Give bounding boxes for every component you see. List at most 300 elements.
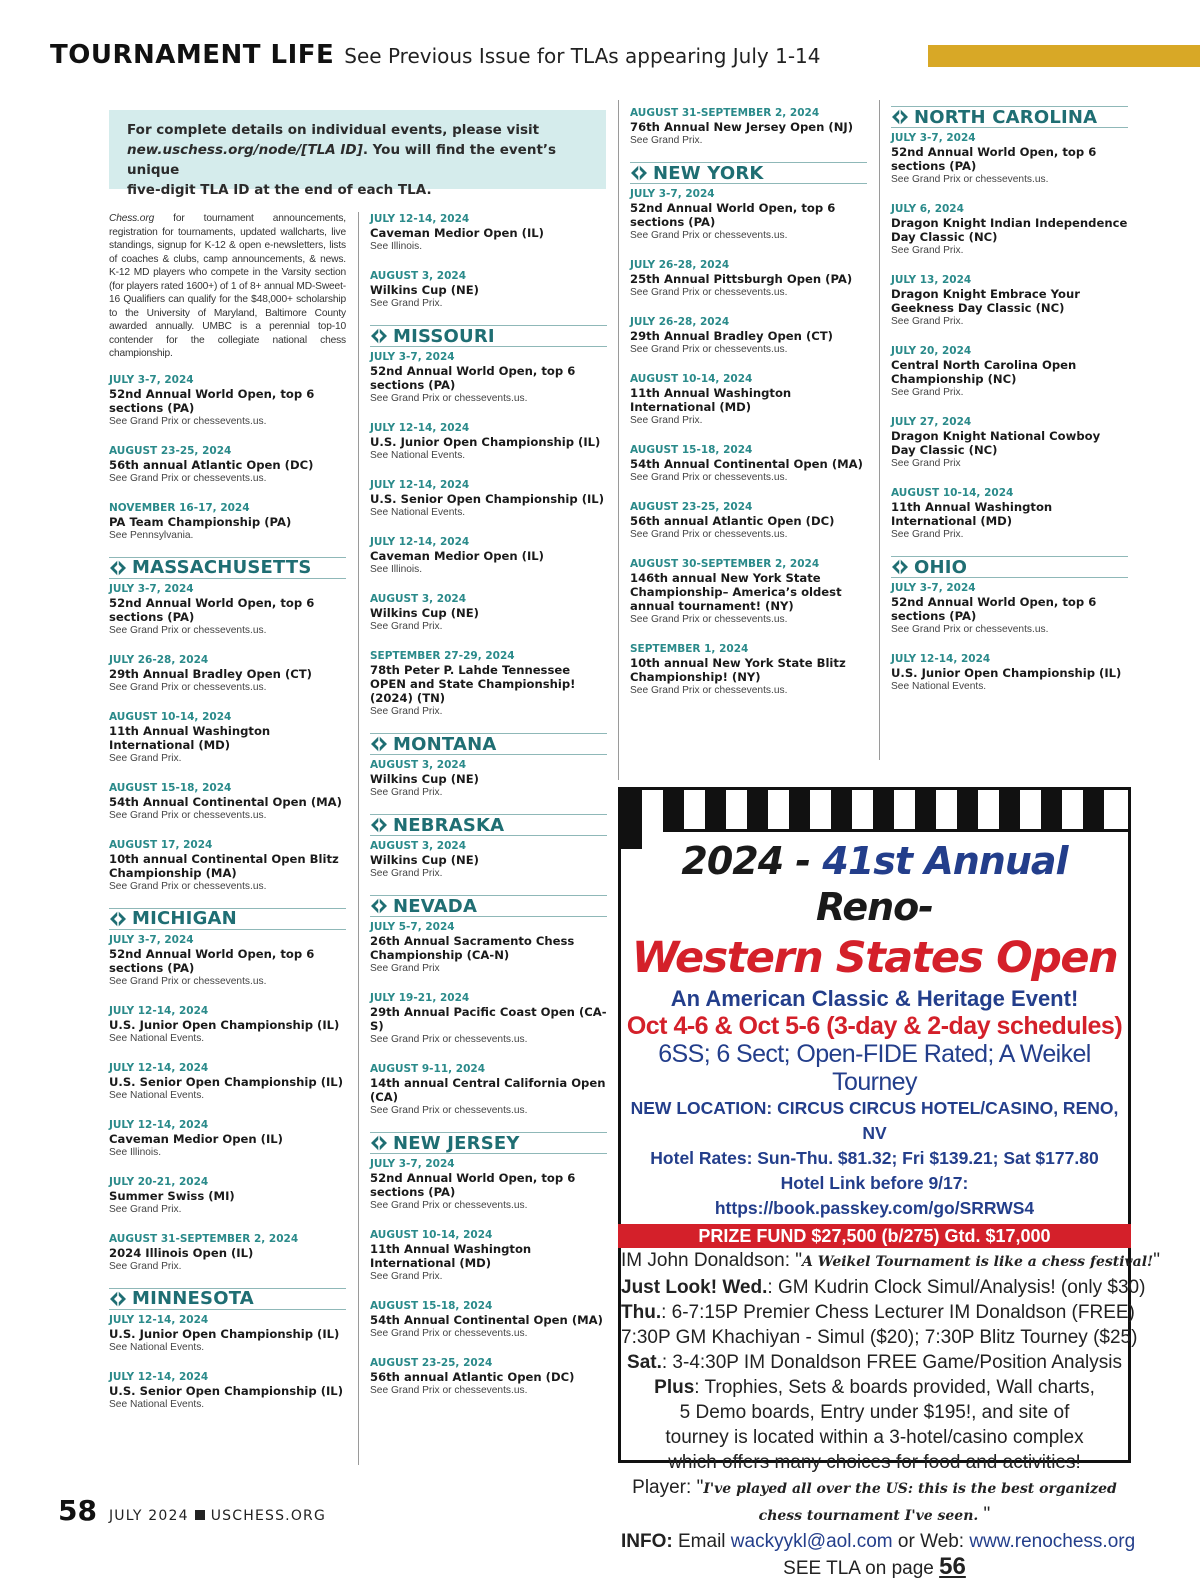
event-title: 54th Annual Continental Open (MA) xyxy=(109,794,342,809)
event-listing xyxy=(109,710,346,766)
checker-square xyxy=(1020,790,1041,810)
event-listing xyxy=(109,1232,346,1274)
ad-prize-fund: PRIZE FUND $27,500 (b/275) Gtd. $17,000 xyxy=(618,1224,1131,1248)
event-reference: See Grand Prix or chessevents.us. xyxy=(109,809,267,821)
checker-square xyxy=(705,790,726,810)
checker-square xyxy=(663,810,684,830)
event-reference: See National Events. xyxy=(109,1032,205,1044)
state-heading xyxy=(109,557,346,579)
state-diamond-icon xyxy=(370,327,388,345)
column-divider xyxy=(618,100,619,780)
event-listing xyxy=(891,131,1128,187)
event-listing xyxy=(630,500,867,542)
info-line3: five-digit TLA ID at the end of each TLA. xyxy=(127,182,432,198)
state-name: OHIO xyxy=(914,556,968,578)
event-date: AUGUST 31-SEPTEMBER 2, 2024 xyxy=(109,1232,299,1245)
state-diamond-icon xyxy=(370,816,388,834)
event-listing xyxy=(109,1370,346,1412)
event-listing xyxy=(370,269,607,311)
event-reference: See Grand Prix. xyxy=(109,1260,182,1272)
email-label: Email xyxy=(672,1531,731,1552)
checker-square xyxy=(642,790,663,810)
event-listing xyxy=(370,478,607,520)
event-reference: See Grand Prix or chessevents.us. xyxy=(630,472,788,483)
event-listing xyxy=(109,781,346,823)
event-title: 146th annual New York State Championship– America’s oldest annual tournament! (NY) xyxy=(630,571,842,613)
event-reference: See Grand Prix or chessevents.us. xyxy=(370,393,528,404)
event-reference: See Grand Prix. xyxy=(370,706,443,717)
event-title: Dragon Knight National Cowboy Day Classic (NC) xyxy=(891,429,1101,457)
event-date: AUGUST 30-SEPTEMBER 2, 2024 xyxy=(630,558,820,570)
event-title: Wilkins Cup (NE) xyxy=(370,606,479,620)
state-name: NEVADA xyxy=(393,895,478,917)
event-date: AUGUST 15-18, 2024 xyxy=(109,781,232,794)
event-listing xyxy=(370,1157,607,1213)
event-listing xyxy=(891,415,1128,471)
event-date: JULY 3-7, 2024 xyxy=(370,351,455,363)
event-reference: See National Events. xyxy=(370,450,466,461)
event-listing xyxy=(109,1061,346,1103)
event-title: Central North Carolina Open Championship (NC) xyxy=(891,358,1077,386)
event-reference: See Grand Prix or chessevents.us. xyxy=(891,624,1049,635)
event-reference: See Grand Prix xyxy=(891,458,961,469)
state-heading xyxy=(109,1288,346,1310)
column-4 xyxy=(891,106,1128,694)
event-date: JULY 12-14, 2024 xyxy=(109,1313,209,1326)
event-date: JULY 26-28, 2024 xyxy=(109,653,209,666)
email-link[interactable]: wackyykl@aol.com xyxy=(730,1531,893,1552)
intro-site[interactable]: Chess.org xyxy=(109,213,155,224)
event-title: 11th Annual Washington International (MD) xyxy=(370,1242,532,1270)
col1-pre-events xyxy=(109,373,346,543)
ad-year: 2024 - xyxy=(681,839,823,883)
event-reference: See Grand Prix. xyxy=(370,787,443,798)
event-listing xyxy=(891,202,1128,258)
event-listing xyxy=(370,649,607,719)
sat-text: : 3-4:30P IM Donaldson FREE Game/Position Analysis xyxy=(661,1352,1122,1373)
event-reference: See Grand Prix or chessevents.us. xyxy=(630,529,788,540)
ad-saturday xyxy=(621,1350,1128,1375)
event-reference: See Grand Prix or chessevents.us. xyxy=(109,880,267,892)
wed-label: Just Look! Wed. xyxy=(621,1277,768,1298)
event-reference: See Grand Prix or chessevents.us. xyxy=(630,685,788,696)
event-date: JULY 13, 2024 xyxy=(891,274,972,286)
event-reference: See Grand Prix or chessevents.us. xyxy=(630,344,788,355)
checker-square xyxy=(1062,810,1083,830)
event-date: AUGUST 31-SEPTEMBER 2, 2024 xyxy=(630,107,820,119)
event-date: AUGUST 10-14, 2024 xyxy=(109,710,232,723)
event-date: JULY 3-7, 2024 xyxy=(630,188,715,200)
see-tla-page[interactable]: 56 xyxy=(939,1553,966,1580)
event-date: AUGUST 3, 2024 xyxy=(370,759,467,771)
state-heading xyxy=(630,162,867,184)
event-reference: See Grand Prix. xyxy=(891,316,964,327)
event-listing xyxy=(370,421,607,463)
footer-square xyxy=(195,1510,205,1520)
checker-square xyxy=(768,790,789,810)
event-listing xyxy=(370,592,607,634)
event-title: 26th Annual Sacramento Chess Championship (CA-N) xyxy=(370,934,575,962)
event-date: SEPTEMBER 1, 2024 xyxy=(630,643,749,655)
footer-issue: JULY 2024 xyxy=(108,1508,189,1524)
event-title: U.S. Senior Open Championship (IL) xyxy=(109,1074,343,1089)
checker-square xyxy=(999,810,1020,830)
event-listing xyxy=(891,344,1128,400)
ad-info xyxy=(621,1529,1136,1554)
ad-headline xyxy=(621,838,1128,930)
state-heading xyxy=(370,325,607,347)
event-listing xyxy=(109,933,346,989)
event-listing xyxy=(370,991,607,1047)
event-title: U.S. Junior Open Championship (IL) xyxy=(891,666,1122,680)
event-listing xyxy=(370,1062,607,1118)
event-title: Wilkins Cup (NE) xyxy=(370,772,479,786)
page-header xyxy=(50,40,820,76)
event-date: NOVEMBER 16-17, 2024 xyxy=(109,501,250,514)
checker-square xyxy=(1104,790,1125,810)
event-date: JULY 12-14, 2024 xyxy=(109,1370,209,1383)
event-date: JULY 5-7, 2024 xyxy=(370,921,455,933)
intro-text xyxy=(109,212,346,361)
event-reference: See Grand Prix. xyxy=(630,135,703,146)
checker-square xyxy=(894,810,915,830)
event-reference: See Grand Prix or chessevents.us. xyxy=(109,472,267,484)
info-link[interactable]: new.uschess.org/node/[TLA ID] xyxy=(127,142,363,158)
event-reference: See Grand Prix. xyxy=(630,415,703,426)
col3-pre-events xyxy=(630,106,867,148)
event-date: JULY 3-7, 2024 xyxy=(109,373,194,386)
checker-square xyxy=(684,810,705,830)
state-name: NEW JERSEY xyxy=(393,1132,520,1154)
event-listing xyxy=(370,535,607,577)
event-listing xyxy=(370,920,607,976)
event-date: AUGUST 9-11, 2024 xyxy=(370,1063,485,1075)
event-reference: See Grand Prix or chessevents.us. xyxy=(109,681,267,693)
event-title: PA Team Championship (PA) xyxy=(109,514,292,529)
checker-square xyxy=(1083,790,1104,810)
ad-thursday-2: 7:30P GM Khachiyan - Simul ($20); 7:30P Blitz Tourney ($25) xyxy=(621,1327,1138,1348)
col3-states xyxy=(630,162,867,698)
event-date: JULY 3-7, 2024 xyxy=(891,582,976,594)
checker-square xyxy=(957,810,978,830)
event-reference: See Grand Prix. xyxy=(891,529,964,540)
event-listing xyxy=(109,444,346,486)
event-date: AUGUST 10-14, 2024 xyxy=(891,487,1014,499)
event-reference: See Grand Prix or chessevents.us. xyxy=(109,975,267,987)
col2-states xyxy=(370,325,607,1398)
state-name: MONTANA xyxy=(393,733,497,755)
checker-square xyxy=(642,829,663,849)
column-divider xyxy=(358,212,359,1465)
event-listing xyxy=(109,501,346,543)
checker-square xyxy=(852,790,873,810)
checker-square xyxy=(936,810,957,830)
event-reference: See National Events. xyxy=(109,1341,205,1353)
event-title: 54th Annual Continental Open (MA) xyxy=(370,1313,603,1327)
thu-text: : 6-7:15P Premier Chess Lecturer IM Donaldson (FREE) xyxy=(661,1302,1135,1323)
event-title: 52nd Annual World Open, top 6 sections (PA) xyxy=(370,364,576,392)
checker-square xyxy=(873,790,894,810)
event-reference: See Grand Prix or chessevents.us. xyxy=(630,614,788,625)
state-heading xyxy=(891,106,1128,128)
checker-square xyxy=(873,810,894,830)
event-date: JULY 12-14, 2024 xyxy=(370,479,470,491)
checker-square xyxy=(1083,810,1104,830)
event-title: 56th annual Atlantic Open (DC) xyxy=(370,1370,575,1384)
event-reference: See Grand Prix. xyxy=(891,245,964,256)
ad-body xyxy=(621,838,1160,1581)
event-title: 11th Annual Washington International (MD) xyxy=(630,386,792,414)
checker-square xyxy=(726,790,747,810)
ad-plus-2: 5 Demo boards, Entry under $195!, and site of xyxy=(679,1402,1070,1423)
event-title: 52nd Annual World Open, top 6 sections (PA) xyxy=(109,595,315,624)
state-diamond-icon xyxy=(370,735,388,753)
event-reference: See National Events. xyxy=(109,1089,205,1101)
event-title: Dragon Knight Embrace Your Geekness Day Classic (NC) xyxy=(891,287,1080,315)
col1-states xyxy=(109,557,346,1412)
event-title: Caveman Medior Open (IL) xyxy=(109,1131,283,1146)
info-label: INFO: xyxy=(621,1531,673,1552)
checker-square xyxy=(621,829,642,849)
checker-square xyxy=(852,810,873,830)
ad-tagline: An American Classic & Heritage Event! xyxy=(670,986,1079,1011)
info-line2: . You will find the event’s unique xyxy=(127,142,557,178)
event-title: U.S. Junior Open Championship (IL) xyxy=(109,1017,340,1032)
checker-square xyxy=(1041,810,1062,830)
event-date: AUGUST 17, 2024 xyxy=(109,838,213,851)
state-name: MISSOURI xyxy=(393,325,495,347)
quote-author: IM John Donaldson: " xyxy=(621,1250,803,1271)
checker-square xyxy=(1104,810,1125,830)
ad-hotel-rates: Hotel Rates: Sun-Thu. $81.32; Fri $139.21; Sat $177.80 xyxy=(650,1148,1099,1168)
checker-square xyxy=(621,810,642,830)
event-title: Wilkins Cup (NE) xyxy=(370,283,479,297)
state-name: MINNESOTA xyxy=(132,1288,254,1309)
event-date: JULY 12-14, 2024 xyxy=(109,1004,209,1017)
event-date: JULY 27, 2024 xyxy=(891,416,972,428)
checker-square xyxy=(957,790,978,810)
state-name: MICHIGAN xyxy=(132,908,237,929)
event-title: 29th Annual Bradley Open (CT) xyxy=(109,666,312,681)
event-date: AUGUST 3, 2024 xyxy=(370,270,467,282)
checker-square xyxy=(621,790,642,810)
state-diamond-icon xyxy=(109,559,127,577)
state-name: NEW YORK xyxy=(653,162,764,184)
ad-thursday xyxy=(621,1300,1135,1325)
event-date: JULY 12-14, 2024 xyxy=(109,1118,209,1131)
event-date: JULY 12-14, 2024 xyxy=(370,213,470,225)
event-reference: See Grand Prix. xyxy=(109,752,182,764)
state-heading xyxy=(370,733,607,755)
ad-dates: Oct 4-6 & Oct 5-6 (3-day & 2-day schedules) xyxy=(626,1012,1123,1040)
event-date: JULY 20, 2024 xyxy=(891,345,972,357)
ad-reno: Reno- xyxy=(815,885,934,929)
event-reference: See Grand Prix or chessevents.us. xyxy=(109,624,267,636)
event-date: AUGUST 3, 2024 xyxy=(370,593,467,605)
ad-plus-4: which offers many choices for food and activities! xyxy=(668,1452,1081,1473)
event-listing xyxy=(891,581,1128,637)
event-date: JULY 26-28, 2024 xyxy=(630,259,730,271)
event-listing xyxy=(891,652,1128,694)
state-heading xyxy=(370,1132,607,1154)
event-listing xyxy=(630,187,867,243)
checker-square xyxy=(726,810,747,830)
event-listing xyxy=(891,273,1128,329)
event-reference: See Grand Prix or chessevents.us. xyxy=(370,1105,528,1116)
player-quote-1: I've played all over the US: this is the best organized xyxy=(703,1481,1117,1497)
state-heading xyxy=(370,895,607,917)
checker-square xyxy=(684,790,705,810)
event-reference: See Grand Prix or chessevents.us. xyxy=(891,174,1049,185)
quote-close: " xyxy=(1153,1250,1160,1271)
event-date: JULY 12-14, 2024 xyxy=(891,653,991,665)
event-reference: See Grand Prix. xyxy=(370,621,443,632)
event-date: AUGUST 15-18, 2024 xyxy=(630,444,753,456)
state-name: NORTH CAROLINA xyxy=(914,106,1098,128)
event-title: 76th Annual New Jersey Open (NJ) xyxy=(630,120,854,134)
wed-text: : GM Kudrin Clock Simul/Analysis! (only $30) xyxy=(767,1277,1146,1298)
event-title: Summer Swiss (MI) xyxy=(109,1188,235,1203)
ad-player-quote-2 xyxy=(621,1502,1128,1529)
event-title: 52nd Annual World Open, top 6 sections (PA) xyxy=(109,386,315,415)
page-number: 58 xyxy=(58,1494,97,1527)
event-listing xyxy=(630,258,867,300)
thu-label: Thu. xyxy=(621,1302,662,1323)
info-box xyxy=(109,110,606,198)
event-title: 10th annual New York State Blitz Championship! (NY) xyxy=(630,656,846,684)
event-listing xyxy=(109,582,346,638)
ad-wednesday xyxy=(621,1275,1146,1300)
checker-square xyxy=(810,790,831,810)
state-diamond-icon xyxy=(630,164,648,182)
event-title: 11th Annual Washington International (MD) xyxy=(109,723,271,752)
event-listing xyxy=(370,839,607,881)
event-title: 29th Annual Pacific Coast Open (CA-S) xyxy=(370,1005,607,1033)
event-date: JULY 12-14, 2024 xyxy=(370,536,470,548)
event-title: 52nd Annual World Open, top 6 sections (PA) xyxy=(891,595,1097,623)
col2-pre-events xyxy=(370,212,607,311)
event-date: JULY 26-28, 2024 xyxy=(630,316,730,328)
event-title: Dragon Knight Indian Independence Day Classic (NC) xyxy=(891,216,1128,244)
event-title: U.S. Junior Open Championship (IL) xyxy=(109,1326,340,1341)
event-title: U.S. Senior Open Championship (IL) xyxy=(370,492,604,506)
event-reference: See Grand Prix. xyxy=(370,868,443,879)
ad-location: NEW LOCATION: CIRCUS CIRCUS HOTEL/CASINO, RENO, NV xyxy=(630,1098,1119,1143)
event-reference: See Grand Prix or chessevents.us. xyxy=(370,1034,528,1045)
event-date: JULY 3-7, 2024 xyxy=(891,132,976,144)
event-listing xyxy=(630,557,867,627)
event-listing xyxy=(630,372,867,428)
info-line1: For complete details on individual events, please visit xyxy=(127,122,540,138)
event-listing xyxy=(109,838,346,894)
event-reference: See Pennsylvania. xyxy=(109,529,194,541)
checker-square xyxy=(663,790,684,810)
event-listing xyxy=(109,1313,346,1355)
state-diamond-icon xyxy=(891,558,909,576)
see-tla-label: SEE TLA on page xyxy=(783,1558,940,1579)
player-label: Player: " xyxy=(632,1477,704,1498)
checker-square xyxy=(999,790,1020,810)
ad-player-quote xyxy=(621,1475,1128,1502)
ad-quote-donaldson xyxy=(621,1248,1160,1275)
checker-square xyxy=(894,790,915,810)
column-divider xyxy=(879,100,880,760)
checker-square xyxy=(915,810,936,830)
event-title: 78th Peter P. Lahde Tennessee OPEN and State Championship! (2024) (TN) xyxy=(370,663,576,705)
intro-body: for tournament announcements, registration for tournaments, updated wallcharts, live standings, signup for K-12 & open e-newsletters, lists of coaches & clubs, camp announcements, & news. K-12 MD players who compete in the Varsity section (for players rated 1600+) of 1 of 8+ annual MD-Sweet-16 Qualifiers can qualify for the $48,000+ scholarship to the University of Maryland, Baltimore County awarded annually. UMBC is a perennial top-10 contender for the collegiate national chess championship. xyxy=(109,213,346,359)
checker-square xyxy=(768,810,789,830)
event-listing xyxy=(109,1004,346,1046)
ad-annual: 41st Annual xyxy=(822,839,1068,883)
checker-square xyxy=(831,790,852,810)
event-title: 11th Annual Washington International (MD) xyxy=(891,500,1053,528)
event-reference: See Grand Prix xyxy=(370,963,440,974)
state-heading xyxy=(891,556,1128,578)
section-title: TOURNAMENT LIFE xyxy=(50,40,335,70)
plus-text: : Trophies, Sets & boards provided, Wall charts, xyxy=(694,1377,1095,1398)
event-title: Wilkins Cup (NE) xyxy=(370,853,479,867)
state-diamond-icon xyxy=(370,897,388,915)
event-title: 25th Annual Pittsburgh Open (PA) xyxy=(630,272,853,286)
checker-square xyxy=(1020,810,1041,830)
checker-square xyxy=(747,790,768,810)
checker-square xyxy=(978,790,999,810)
event-title: 52nd Annual World Open, top 6 sections (PA) xyxy=(891,145,1097,173)
event-listing xyxy=(630,106,867,148)
event-date: AUGUST 23-25, 2024 xyxy=(630,501,753,513)
col4-states xyxy=(891,106,1128,694)
event-title: Caveman Medior Open (IL) xyxy=(370,226,544,240)
event-date: JULY 3-7, 2024 xyxy=(109,933,194,946)
event-listing xyxy=(370,758,607,800)
event-date: JULY 6, 2024 xyxy=(891,203,964,215)
web-link[interactable]: www.renochess.org xyxy=(969,1531,1136,1552)
checker-square xyxy=(831,810,852,830)
event-date: AUGUST 10-14, 2024 xyxy=(370,1229,493,1241)
checker-square xyxy=(1041,790,1062,810)
event-title: 2024 Illinois Open (IL) xyxy=(109,1245,254,1260)
event-title: 10th annual Continental Open Blitz Championship (MA) xyxy=(109,851,339,880)
state-heading xyxy=(370,814,607,836)
plus-label: Plus xyxy=(654,1377,695,1398)
event-date: AUGUST 23-25, 2024 xyxy=(370,1357,493,1369)
ad-hotel-link[interactable]: Hotel Link before 9/17: https://book.passkey.com/go/SRRWS4 xyxy=(714,1173,1035,1218)
footer-site[interactable]: USCHESS.ORG xyxy=(210,1508,327,1524)
column-2 xyxy=(370,212,607,1398)
event-title: 56th annual Atlantic Open (DC) xyxy=(109,457,314,472)
event-reference: See Grand Prix or chessevents.us. xyxy=(370,1385,528,1396)
event-title: U.S. Junior Open Championship (IL) xyxy=(370,435,601,449)
event-date: JULY 3-7, 2024 xyxy=(109,582,194,595)
state-diamond-icon xyxy=(109,910,127,928)
event-date: SEPTEMBER 27-29, 2024 xyxy=(370,650,515,662)
event-title: 52nd Annual World Open, top 6 sections (PA) xyxy=(370,1171,576,1199)
event-listing xyxy=(630,642,867,698)
event-date: AUGUST 10-14, 2024 xyxy=(630,373,753,385)
event-reference: See Grand Prix. xyxy=(370,1271,443,1282)
checker-square xyxy=(789,810,810,830)
event-title: Caveman Medior Open (IL) xyxy=(370,549,544,563)
event-listing xyxy=(109,373,346,429)
event-date: JULY 12-14, 2024 xyxy=(109,1061,209,1074)
event-date: JULY 12-14, 2024 xyxy=(370,422,470,434)
event-reference: See National Events. xyxy=(370,507,466,518)
quote-text: A Weikel Tournament is like a chess festival! xyxy=(802,1254,1154,1270)
section-subtitle: See Previous Issue for TLAs appearing July 1-14 xyxy=(344,44,821,68)
state-diamond-icon xyxy=(109,1290,127,1308)
event-listing xyxy=(370,212,607,254)
web-label: or Web: xyxy=(892,1531,970,1552)
